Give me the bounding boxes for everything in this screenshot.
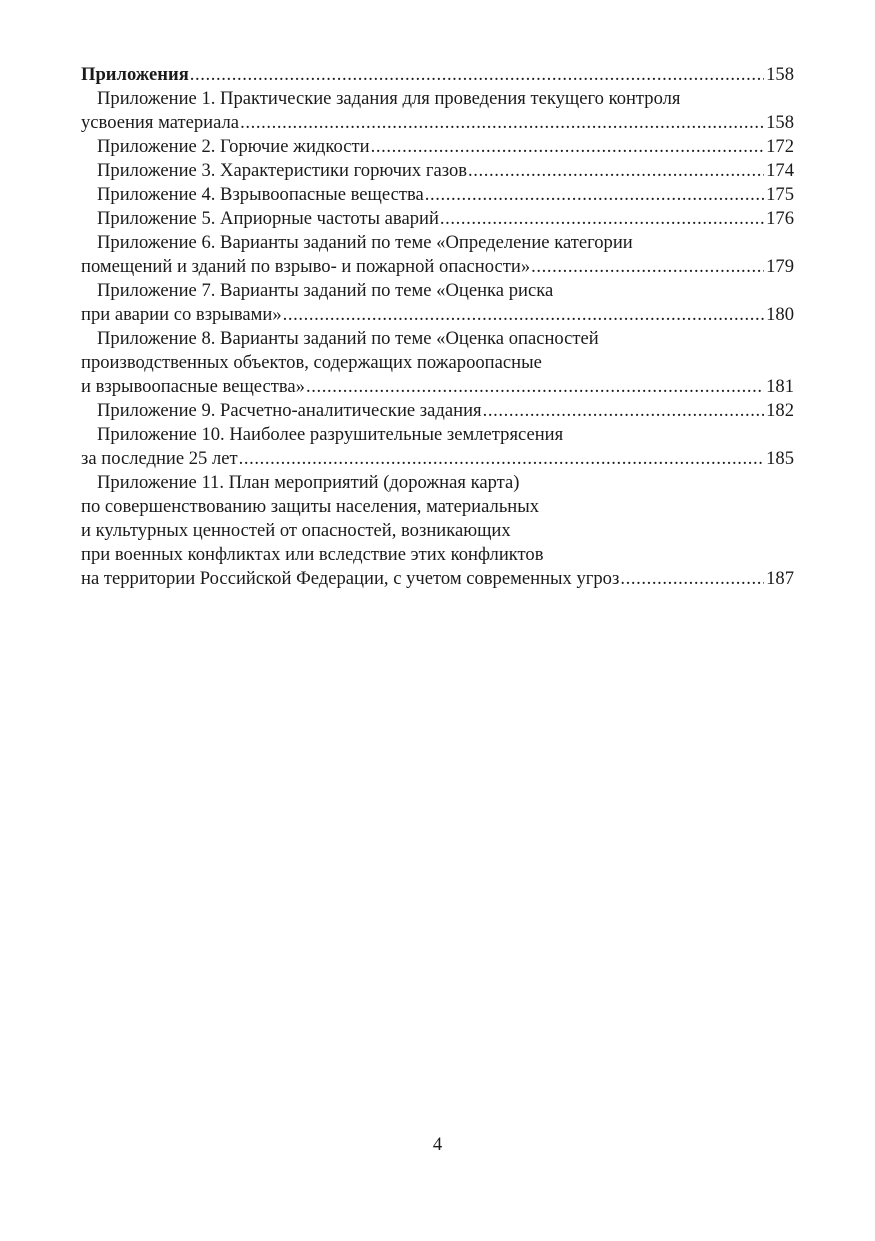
toc-entry-text: Приложение 2. Горючие жидкости [97, 136, 370, 157]
toc-entry-text: Приложение 3. Характеристики горючих газов [97, 160, 468, 181]
dot-leader [440, 207, 764, 231]
toc-page-number: 158 [766, 112, 794, 133]
dot-leader [283, 303, 764, 327]
dot-leader [371, 135, 765, 159]
toc-entry-text: Приложение 4. Взрывоопасные вещества [97, 184, 424, 205]
toc-entry-text: Приложение 1. Практические задания для проведения текущего контроля [97, 88, 681, 109]
toc-entry-text: и культурных ценностей от опасностей, возникающих [81, 520, 511, 541]
toc-entry-line [81, 351, 794, 375]
toc-entry-text: Приложение 6. Варианты заданий по теме «Определение категории [97, 232, 633, 253]
toc-entry[interactable] [81, 327, 794, 399]
toc-entry-line [81, 519, 794, 543]
toc-page-number: 180 [766, 304, 794, 325]
toc-entry-line [81, 495, 794, 519]
toc-page-number: 179 [766, 256, 794, 277]
toc-page-number: 176 [766, 208, 794, 229]
dot-leader [190, 63, 764, 87]
toc-entry-text: Приложение 9. Расчетно-аналитические задания [97, 400, 482, 421]
toc-entry-text: при аварии со взрывами» [81, 304, 282, 325]
toc-entry-line [81, 543, 794, 567]
toc-entry-text: по совершенствованию защиты населения, материальных [81, 496, 540, 517]
toc-entry-text: Приложение 11. План мероприятий (дорожная карта) [97, 472, 520, 493]
toc-entry-line [81, 183, 794, 207]
toc-entry-text: Приложение 8. Варианты заданий по теме «Оценка опасностей [97, 328, 599, 349]
toc-page-number: 182 [766, 400, 794, 421]
dot-leader [531, 255, 764, 279]
toc-entry-text: при военных конфликтах или вследствие этих конфликтов [81, 544, 544, 565]
dot-leader [240, 111, 764, 135]
page-number: 4 [432, 1134, 443, 1155]
toc-page-number: 185 [766, 448, 794, 469]
dot-leader [483, 399, 765, 423]
toc-entry-line [81, 207, 794, 231]
toc-entry[interactable] [81, 423, 794, 471]
toc-heading-label: Приложения [81, 64, 189, 85]
toc-entry-line [81, 447, 794, 471]
toc-entry-line [81, 303, 794, 327]
toc-entry[interactable] [81, 399, 794, 423]
dot-leader [306, 375, 764, 399]
toc-page-number: 181 [766, 376, 794, 397]
toc-entry[interactable] [81, 135, 794, 159]
toc-entry-line [81, 111, 794, 135]
toc-entry-line [81, 135, 794, 159]
toc-entry-text: за последние 25 лет [81, 448, 238, 469]
toc-entry-line [81, 423, 794, 447]
toc-entry-line [81, 399, 794, 423]
toc-entry-text: Приложение 5. Априорные частоты аварий [97, 208, 439, 229]
toc-entries [81, 87, 794, 591]
toc-entry-line [81, 375, 794, 399]
toc-entry-text: и взрывоопасные вещества» [81, 376, 305, 397]
toc-page-number: 158 [766, 64, 794, 85]
toc-entry-text: на территории Российской Федерации, с учетом современных угроз [81, 568, 620, 589]
toc-entry-line [81, 231, 794, 255]
toc-page-number: 175 [766, 184, 794, 205]
table-of-contents [81, 63, 794, 591]
toc-entry[interactable] [81, 87, 794, 135]
toc-heading[interactable] [81, 63, 794, 87]
toc-entry-line [81, 159, 794, 183]
toc-entry[interactable] [81, 207, 794, 231]
toc-entry[interactable] [81, 471, 794, 591]
toc-entry-text: производственных объектов, содержащих пожароопасные [81, 352, 542, 373]
toc-page-number: 187 [766, 568, 794, 589]
toc-entry-line [81, 255, 794, 279]
toc-page-number: 172 [766, 136, 794, 157]
toc-entry-text: Приложение 7. Варианты заданий по теме «Оценка риска [97, 280, 554, 301]
toc-entry[interactable] [81, 159, 794, 183]
toc-page-number: 174 [766, 160, 794, 181]
dot-leader [425, 183, 764, 207]
toc-entry-text: усвоения материала [81, 112, 240, 133]
dot-leader [239, 447, 764, 471]
toc-entry-line [81, 87, 794, 111]
toc-entry[interactable] [81, 231, 794, 279]
toc-entry-line [81, 567, 794, 591]
toc-entry[interactable] [81, 279, 794, 327]
dot-leader [468, 159, 764, 183]
toc-entry-text: помещений и зданий по взрыво- и пожарной опасности» [81, 256, 531, 277]
toc-entry-line [81, 471, 794, 495]
toc-entry-line [81, 279, 794, 303]
toc-entry-text: Приложение 10. Наиболее разрушительные землетрясения [97, 424, 564, 445]
toc-entry-line [81, 327, 794, 351]
dot-leader [620, 567, 764, 591]
toc-entry[interactable] [81, 183, 794, 207]
